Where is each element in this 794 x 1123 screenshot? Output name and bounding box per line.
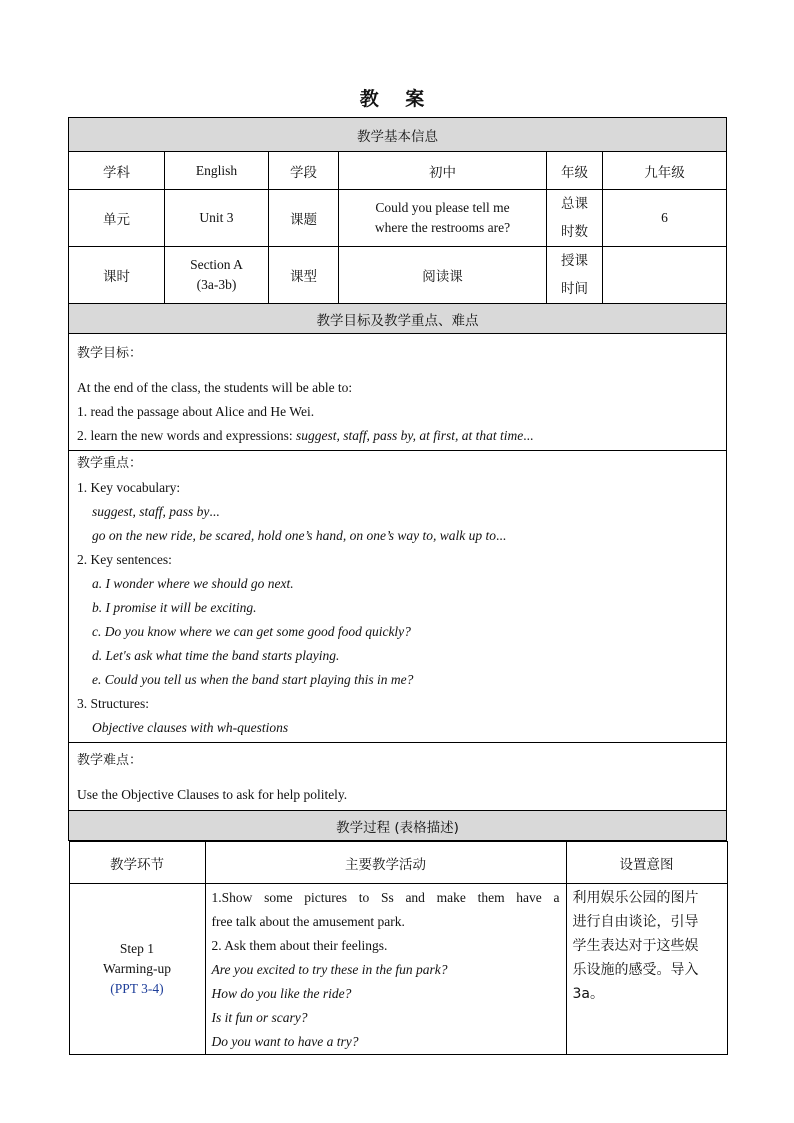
step1-question-1: Are you excited to try these in the fun park? <box>211 962 448 977</box>
process-section <box>69 841 727 1056</box>
period-label: 课时 <box>69 247 165 304</box>
key-vocabulary-line1-suffix: ... <box>209 504 220 519</box>
teaching-time-label-line1: 授课 <box>561 253 588 269</box>
total-hours-label-line1: 总课 <box>561 196 588 212</box>
subject-value: English <box>165 152 269 190</box>
subject-label: 学科 <box>69 152 165 190</box>
step1-activity-line1: 1.Show some pictures to Ss and make them have a <box>211 890 560 905</box>
grade-label: 年级 <box>547 152 603 190</box>
difficulty-title: 教学难点： <box>77 753 143 768</box>
unit-value: Unit 3 <box>165 190 269 247</box>
topic-value-line1: Could you please tell me <box>375 200 510 215</box>
col-header-step: 教学环节 <box>69 842 205 884</box>
topic-value-line2: where the restrooms are? <box>374 220 511 235</box>
teaching-time-label <box>547 247 603 304</box>
teaching-time-label-line2: 时间 <box>561 281 588 297</box>
key-vocabulary-line2-suffix: ... <box>495 528 507 543</box>
step1-cell <box>69 884 205 1055</box>
key-vocabulary-label: 1. Key vocabulary: <box>77 480 181 495</box>
key-sentence-a: a. I wonder where we should go next. <box>92 576 294 591</box>
goals-intro: At the end of the class, the students will be able to: <box>77 380 353 395</box>
step1-name: Step 1 <box>119 941 155 956</box>
goals-title: 教学目标： <box>77 346 143 361</box>
goal-item-2-prefix: 2. learn the new words and expressions: <box>77 428 296 443</box>
process-header: 教学过程 (表格描述) <box>69 811 727 841</box>
stage-label: 学段 <box>269 152 339 190</box>
period-value-line2: (3a-3b) <box>196 277 237 292</box>
key-sentence-b: b. I promise it will be exciting. <box>92 600 257 615</box>
total-hours-value: 6 <box>603 190 727 247</box>
document-title: 教 案 <box>359 88 435 110</box>
basic-info-header: 教学基本信息 <box>69 118 727 152</box>
teaching-time-value <box>603 247 727 304</box>
step1-intent-line3: 学生表达对于这些娱 <box>572 938 699 954</box>
lesson-plan-table <box>68 117 727 1055</box>
step1-question-2: How do you like the ride? <box>211 986 352 1001</box>
difficulty-cell <box>69 743 727 811</box>
structures-value: Objective clauses with wh-questions <box>92 720 289 735</box>
step1-subtitle: Warming-up <box>103 961 171 976</box>
topic-label: 课题 <box>269 190 339 247</box>
key-points-title: 教学重点： <box>77 456 143 471</box>
step1-activity-line3: 2. Ask them about their feelings. <box>211 938 388 953</box>
period-value-line1: Section A <box>190 257 243 272</box>
topic-value <box>339 190 547 247</box>
unit-label: 单元 <box>69 190 165 247</box>
objectives-header: 教学目标及教学重点、难点 <box>69 304 727 334</box>
step1-intent-cell <box>566 884 727 1055</box>
process-table <box>69 841 728 1055</box>
step1-activity-line2: free talk about the amusement park. <box>211 914 405 929</box>
teaching-goals-cell <box>69 334 727 451</box>
goal-item-2-suffix: ... <box>523 428 534 443</box>
step1-intent-line5: 3a。 <box>572 986 604 1002</box>
step1-ppt: (PPT 3-4) <box>110 981 164 996</box>
goal-item-2-words: suggest, staff, pass by, at first, at that time <box>295 428 524 443</box>
step1-question-4: Do you want to have a try? <box>211 1034 359 1049</box>
step1-activity-cell <box>205 884 566 1055</box>
period-value <box>165 247 269 304</box>
key-vocabulary-line1-words: suggest, staff, pass by <box>92 504 210 519</box>
type-value: 阅读课 <box>339 247 547 304</box>
total-hours-label-line2: 时数 <box>561 224 588 240</box>
structures-label: 3. Structures: <box>77 696 149 711</box>
key-vocabulary-line2 <box>77 524 718 548</box>
total-hours-label <box>547 190 603 247</box>
grade-value: 九年级 <box>603 152 727 190</box>
key-vocabulary-line1 <box>77 500 718 524</box>
type-label: 课型 <box>269 247 339 304</box>
step1-question-3: Is it fun or scary? <box>211 1010 308 1025</box>
key-sentence-e: e. Could you tell us when the band start playing this in me? <box>92 672 414 687</box>
col-header-intent: 设置意图 <box>566 842 727 884</box>
key-sentences-label: 2. Key sentences: <box>77 552 172 567</box>
stage-value: 初中 <box>339 152 547 190</box>
key-sentence-c: c. Do you know where we can get some good food quickly? <box>92 624 411 639</box>
step1-intent-line2: 进行自由谈论，引导 <box>572 914 699 930</box>
goal-item-1: 1. read the passage about Alice and He Wei. <box>77 404 315 419</box>
step1-intent-line4: 乐设施的感受。导入 <box>572 962 699 978</box>
difficulty-text: Use the Objective Clauses to ask for help politely. <box>77 787 348 802</box>
goal-item-2 <box>77 424 718 448</box>
key-points-cell <box>69 451 727 743</box>
col-header-activity: 主要教学活动 <box>205 842 566 884</box>
step1-intent-line1: 利用娱乐公园的图片 <box>572 890 699 906</box>
key-vocabulary-line2-words: go on the new ride, be scared, hold one’s hand, on one’s way to, walk up to <box>92 528 496 543</box>
key-sentence-d: d. Let's ask what time the band starts playing. <box>92 648 340 663</box>
